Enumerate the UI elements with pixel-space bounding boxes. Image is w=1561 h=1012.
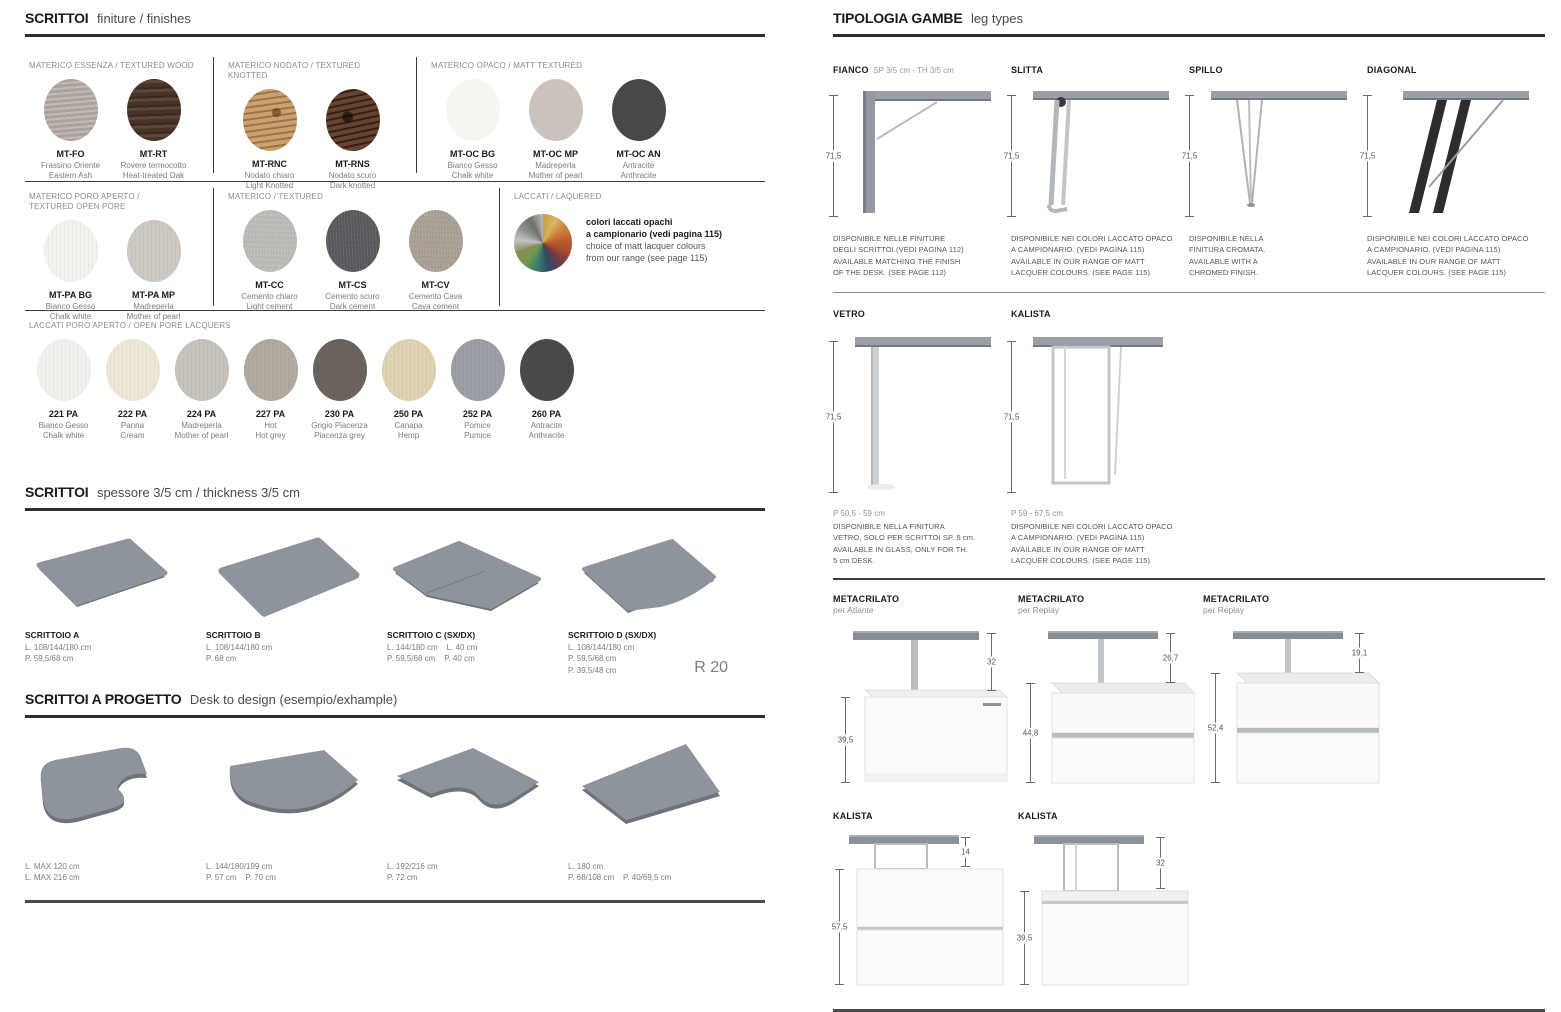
desc-line: A CAMPIONARIO. (VEDI PAGINA 115) bbox=[1011, 245, 1145, 255]
swatch-name-it: Rovere termocotto bbox=[120, 161, 187, 170]
swatch-name-it: Nodato chiaro bbox=[244, 171, 295, 180]
group-textured-wood bbox=[25, 51, 203, 181]
finish-swatch bbox=[311, 89, 394, 192]
top-gap-dimension: 26,7 bbox=[1170, 633, 1171, 683]
desk-top-spec: L. 108/144/180 cm bbox=[568, 642, 635, 652]
right-page bbox=[825, 10, 1545, 1012]
desc-line: DISPONIBILE NELLE FINITURE bbox=[833, 234, 946, 243]
leg-description bbox=[833, 233, 1011, 278]
swatch-name-it: Grigio Piacenza bbox=[311, 421, 368, 430]
desk-top-cell bbox=[25, 529, 206, 677]
desc-line: VETRO, SOLO PER SCRITTOI SP. 5 cm. bbox=[833, 533, 976, 543]
swatch-color bbox=[127, 220, 181, 282]
swatch-code: 227 PA bbox=[255, 409, 286, 419]
lacquer-note-line: from our range (see page 115) bbox=[586, 253, 708, 264]
kalista-cabinet-image bbox=[833, 827, 1018, 989]
metacrilato-atlante bbox=[833, 594, 1018, 789]
swatch-color bbox=[313, 339, 367, 401]
finish-swatch bbox=[228, 89, 311, 192]
swatch-code: MT-RNS bbox=[335, 159, 370, 169]
metacrilato-replay-1 bbox=[1018, 594, 1203, 789]
finish-swatch bbox=[305, 339, 374, 442]
empty-cell bbox=[1367, 309, 1545, 566]
cabinet-height-dimension: 57,5 bbox=[839, 869, 840, 985]
desc-line: A CAMPIONARIO. (VEDI PAGINA 115) bbox=[1367, 245, 1501, 255]
swatch-name-en: Mother of pearl bbox=[528, 171, 583, 181]
swatch-name-en: Mother of pearl bbox=[126, 312, 181, 322]
desc-line: LACQUER COLOURS. (SEE PAGE 115) bbox=[1011, 555, 1151, 565]
vertical-divider bbox=[499, 188, 500, 306]
finish-swatch bbox=[167, 339, 236, 442]
finishes-section-header bbox=[25, 10, 765, 37]
group-lacquered bbox=[510, 182, 765, 310]
swatch-code: 252 PA bbox=[462, 409, 493, 419]
swatch-color bbox=[244, 339, 298, 401]
swatch-name-it: Bianco Gesso bbox=[447, 161, 498, 170]
group-textured-cement bbox=[224, 182, 489, 310]
swatch-name-it: Pomice bbox=[464, 421, 491, 430]
swatch-color bbox=[326, 210, 380, 272]
leg-figure bbox=[1181, 85, 1367, 233]
swatch-code: 222 PA bbox=[117, 409, 148, 419]
leg-name: FIANCO bbox=[833, 65, 869, 75]
page-bottom-rule bbox=[25, 900, 765, 903]
leg-type-slitta bbox=[1003, 65, 1189, 278]
desk-top-radius: R 20 bbox=[694, 658, 728, 676]
project-section-header bbox=[25, 691, 765, 718]
leg-name: METACRILATO bbox=[1018, 594, 1085, 604]
swatch-color bbox=[243, 89, 297, 151]
swatch-code: MT-CV bbox=[421, 280, 450, 290]
swatch-color bbox=[382, 339, 436, 401]
height-dimension: 71,5 bbox=[1011, 95, 1012, 217]
project-shape-cell bbox=[387, 734, 568, 884]
cabinet-height-dimension: 39,5 bbox=[1024, 891, 1025, 985]
leg-description bbox=[1367, 233, 1545, 278]
desc-line: DISPONIBILE NELLA FINITURA bbox=[833, 522, 945, 531]
desk-top-spec: P. 59,5/68 cm bbox=[568, 654, 617, 664]
swatch-code: MT-RNC bbox=[252, 159, 287, 169]
lacquer-note-line: choice of matt lacquer colours bbox=[586, 241, 706, 252]
finish-swatch bbox=[431, 79, 514, 182]
height-dimension: 71,5 bbox=[1011, 341, 1012, 493]
leg-types-section-header bbox=[833, 10, 1545, 37]
swatch-color bbox=[44, 79, 98, 141]
desc-line: FINITURA CROMATA. bbox=[1189, 245, 1266, 255]
leg-description bbox=[1189, 233, 1367, 278]
swatch-color bbox=[243, 210, 297, 272]
finish-swatch bbox=[29, 339, 98, 442]
desc-line: OF THE DESK. (SEE PAGE 112) bbox=[833, 267, 947, 277]
swatch-name-en: Mother of pearl bbox=[174, 431, 229, 441]
finishes-row-1 bbox=[25, 51, 765, 191]
swatch-name-en: Heat-treated Oak bbox=[122, 171, 185, 181]
finish-swatch bbox=[112, 220, 195, 323]
desk-top-c-image bbox=[387, 529, 555, 625]
swatch-code: MT-PA MP bbox=[132, 290, 175, 300]
swatch-name-it: Madreperla bbox=[535, 161, 576, 170]
leg-figure bbox=[825, 85, 1011, 233]
leg-name: KALISTA bbox=[1011, 309, 1051, 319]
section-title-bold: SCRITTOI bbox=[25, 483, 89, 500]
desk-top-spec: P. 59,5/68 cm P. 40 cm bbox=[387, 654, 475, 664]
desk-top-d-image bbox=[568, 529, 736, 625]
group-label: MATERICO NODATO / TEXTURED KNOTTED bbox=[228, 61, 361, 80]
leg-type-vetro bbox=[825, 309, 1011, 566]
finishes-row-3 bbox=[25, 311, 765, 442]
project-spec: L. MAX 216 cm bbox=[25, 873, 80, 883]
lacquer-note-line: a campionario (vedi pagina 115) bbox=[586, 229, 723, 240]
thickness-shapes-row bbox=[25, 529, 765, 677]
project-shape-cell bbox=[206, 734, 387, 884]
swatch-code: MT-CS bbox=[338, 280, 367, 290]
project-shape-cell bbox=[568, 734, 749, 884]
desk-top-spec: P. 59,5/68 cm bbox=[25, 654, 74, 664]
swatch-name-en: Eastern Ash bbox=[48, 171, 93, 181]
desc-line: AVAILABLE WITH A bbox=[1189, 256, 1258, 266]
top-gap-dimension: 32 bbox=[1160, 837, 1161, 889]
cabinet-height-dimension: 44,8 bbox=[1030, 683, 1031, 783]
swatch-name-en: Dark knotted bbox=[329, 181, 376, 191]
leg-name: KALISTA bbox=[833, 811, 873, 821]
cabinet-figure bbox=[1018, 827, 1203, 989]
thickness-section-header bbox=[25, 484, 765, 511]
cabinet-figure bbox=[833, 621, 1018, 789]
desc-line: DISPONIBILE NEI COLORI LACCATO OPACO bbox=[1011, 522, 1173, 531]
kalista-high bbox=[1018, 811, 1203, 989]
vertical-divider bbox=[213, 188, 214, 306]
swatch-code: MT-OC BG bbox=[450, 149, 495, 159]
swatch-name-it: Antracite bbox=[530, 421, 563, 430]
swatch-name-en: Chalk white bbox=[42, 431, 85, 441]
leg-description bbox=[1011, 521, 1189, 566]
finish-swatch bbox=[514, 79, 597, 182]
swatch-code: 260 PA bbox=[531, 409, 562, 419]
project-shapes-row bbox=[25, 734, 765, 884]
leg-name: VETRO bbox=[833, 309, 866, 319]
leg-figure bbox=[1003, 329, 1189, 509]
leg-types-row-2 bbox=[825, 309, 1545, 566]
finish-swatch bbox=[236, 339, 305, 442]
desk-top-spec: P. 68 cm bbox=[206, 654, 237, 664]
project-spec: L. 192/216 cm bbox=[387, 861, 438, 871]
swatch-name-en: Light cement bbox=[246, 302, 293, 312]
swatch-color bbox=[106, 339, 160, 401]
desc-line: DISPONIBILE NEI COLORI LACCATO OPACO bbox=[1367, 234, 1529, 243]
swatch-color bbox=[37, 339, 91, 401]
swatch-name-en: Piacenza grey bbox=[314, 431, 365, 441]
swatch-name-it: Antracite bbox=[622, 161, 655, 170]
swatch-name-it: Bianco Gesso bbox=[38, 421, 89, 430]
leg-name: KALISTA bbox=[1018, 811, 1058, 821]
swatch-color bbox=[44, 220, 98, 282]
lacquer-color-wheel bbox=[514, 214, 572, 272]
diagonal-leg-image bbox=[1381, 85, 1541, 225]
swatch-name-en: Anthracite bbox=[620, 171, 657, 181]
finish-swatch bbox=[597, 79, 680, 182]
desc-line: LACQUER COLOURS. (SEE PAGE 115) bbox=[1367, 267, 1507, 277]
swatch-code: 250 PA bbox=[393, 409, 424, 419]
depth-range: P 50,5 - 59 cm bbox=[833, 509, 885, 518]
project-shape-1-image bbox=[25, 734, 193, 842]
top-gap-dimension: 19,1 bbox=[1359, 633, 1360, 673]
project-shape-cell bbox=[25, 734, 206, 884]
swatch-code: MT-OC MP bbox=[533, 149, 578, 159]
finish-swatch bbox=[98, 339, 167, 442]
spillo-leg-image bbox=[1203, 85, 1353, 225]
group-textured-knotted bbox=[224, 51, 406, 191]
replay-cabinet-image bbox=[1018, 621, 1203, 789]
desk-top-code: SCRITTOIO B bbox=[206, 629, 261, 640]
desc-line: A CAMPIONARIO. (VEDI PAGINA 115) bbox=[1011, 533, 1145, 543]
desc-line: AVAILABLE IN GLASS, ONLY FOR TH. bbox=[833, 544, 969, 554]
leg-type-spillo bbox=[1181, 65, 1367, 278]
project-shape-3-image bbox=[387, 734, 555, 842]
desk-top-code: SCRITTOIO D (SX/DX) bbox=[568, 629, 657, 640]
project-shape-4-image bbox=[568, 734, 736, 842]
kalista-row bbox=[833, 811, 1545, 989]
leg-type-diagonal bbox=[1359, 65, 1545, 278]
project-spec: P. 57 cm P. 70 cm bbox=[206, 873, 276, 883]
leg-figure bbox=[825, 329, 1011, 509]
leg-description bbox=[1011, 233, 1189, 278]
swatch-name-it: Madreperla bbox=[133, 302, 174, 311]
leg-name: SLITTA bbox=[1011, 65, 1044, 75]
top-gap-dimension: 14 bbox=[965, 837, 966, 867]
swatch-name-it: Cemento chiaro bbox=[241, 292, 298, 301]
desc-line: DISPONIBILE NEI COLORI LACCATO OPACO bbox=[1011, 234, 1173, 243]
swatch-name-it: Cemento Cava bbox=[408, 292, 463, 301]
swatch-name-it: Madreperla bbox=[181, 421, 222, 430]
swatch-code: 230 PA bbox=[324, 409, 355, 419]
finish-swatch bbox=[512, 339, 581, 442]
project-spec: P. 72 cm bbox=[387, 873, 418, 883]
height-dimension: 71,5 bbox=[833, 341, 834, 493]
desk-top-b-image bbox=[206, 529, 374, 625]
finish-swatch bbox=[29, 220, 112, 323]
desc-line: AVAILABLE IN OUR RANGE OF MATT bbox=[1011, 256, 1145, 266]
swatch-color bbox=[175, 339, 229, 401]
swatch-color bbox=[409, 210, 463, 272]
leg-subtitle: SP 3/5 cm - TH 3/5 cm bbox=[873, 66, 954, 75]
cabinet-figure bbox=[1203, 621, 1388, 789]
leg-name: METACRILATO bbox=[833, 594, 900, 604]
desc-line: 5 cm DESK. bbox=[833, 555, 875, 565]
swatch-name-it: Cemento scuro bbox=[325, 292, 380, 301]
section-title-light: spessore 3/5 cm / thickness 3/5 cm bbox=[96, 484, 300, 500]
swatch-name-en: Hemp bbox=[397, 431, 420, 441]
lacquer-note bbox=[586, 216, 722, 272]
fianco-leg-image bbox=[847, 85, 997, 225]
group-matt-textured bbox=[427, 51, 697, 181]
kalista-leg-image bbox=[1025, 329, 1175, 505]
row-divider bbox=[833, 578, 1545, 580]
metacrilato-replay-2 bbox=[1203, 594, 1388, 789]
finish-swatch bbox=[443, 339, 512, 442]
section-title-light: Desk to design (esempio/exhample) bbox=[189, 691, 398, 707]
project-spec: L. MAX 120 cm bbox=[25, 861, 80, 871]
cabinet-height-dimension: 39,5 bbox=[845, 697, 846, 783]
desc-line: DEGLI SCRITTOI.(VEDI PAGINA 112) bbox=[833, 245, 964, 255]
desc-line: AVAILABLE IN OUR RANGE OF MATT bbox=[1367, 256, 1501, 266]
finish-swatch bbox=[29, 79, 112, 182]
vertical-divider bbox=[416, 57, 417, 173]
desk-top-spec: L. 108/144/180 cm bbox=[206, 642, 273, 652]
project-spec: L. 144/180/199 cm bbox=[206, 861, 273, 871]
swatch-name-en: Light Knotted bbox=[245, 181, 294, 191]
group-label: LACCATI PORO APERTO / OPEN PORE LACQUERS bbox=[29, 321, 231, 330]
swatch-name-it: Bianco Gesso bbox=[45, 302, 96, 311]
swatch-code: 221 PA bbox=[48, 409, 79, 419]
finish-swatch bbox=[394, 210, 477, 313]
section-title-bold: SCRITTOI bbox=[25, 10, 89, 26]
swatch-name-it: Canapa bbox=[394, 421, 423, 430]
swatch-name-en: Pumice bbox=[464, 431, 491, 441]
swatch-name-it: Nodato scuro bbox=[328, 171, 377, 180]
swatch-code: MT-CC bbox=[255, 280, 284, 290]
height-dimension: 71,5 bbox=[1189, 95, 1190, 217]
desc-line: AVAILABLE IN OUR RANGE OF MATT bbox=[1011, 544, 1145, 554]
swatch-code: 224 PA bbox=[186, 409, 217, 419]
top-gap-dimension: 32 bbox=[991, 633, 992, 691]
leg-for-model: per Replay bbox=[1203, 605, 1245, 615]
finish-swatch bbox=[374, 339, 443, 442]
desk-top-spec: L. 144/180 cm L. 40 cm bbox=[387, 642, 478, 652]
section-title-bold: SCRITTOI A PROGETTO bbox=[25, 690, 182, 707]
desk-top-cell bbox=[387, 529, 568, 677]
group-label: MATERICO OPACO / MATT TEXTURED bbox=[431, 61, 583, 70]
vertical-divider bbox=[213, 57, 214, 173]
finish-swatch bbox=[311, 210, 394, 313]
leg-name: METACRILATO bbox=[1203, 594, 1270, 604]
project-spec: L. 180 cm bbox=[568, 861, 604, 871]
swatch-name-it: Panna bbox=[120, 421, 145, 430]
swatch-name-en: Hot grey bbox=[255, 431, 286, 441]
desk-top-a-image bbox=[25, 529, 193, 625]
swatch-name-it: Hot bbox=[264, 421, 277, 430]
leg-figure bbox=[1003, 85, 1189, 233]
swatch-name-it: Frassino Oriente bbox=[40, 161, 101, 170]
leg-types-row-1 bbox=[825, 65, 1545, 278]
swatch-code: MT-OC AN bbox=[616, 149, 661, 159]
swatch-name-en: Cream bbox=[120, 431, 145, 441]
swatch-code: MT-FO bbox=[56, 149, 85, 159]
finish-swatch bbox=[228, 210, 311, 313]
desk-top-cell bbox=[568, 529, 749, 677]
swatch-name-en: Anthracite bbox=[528, 431, 565, 441]
desk-top-spec: L. 108/144/180 cm bbox=[25, 642, 92, 652]
desk-top-cell bbox=[206, 529, 387, 677]
group-label: MATERICO / TEXTURED bbox=[228, 192, 324, 201]
vetro-leg-image bbox=[847, 329, 997, 505]
finish-swatch bbox=[112, 79, 195, 182]
desc-line: CHROMED FINISH. bbox=[1189, 267, 1258, 277]
height-dimension: 71,5 bbox=[1367, 95, 1368, 217]
leg-for-model: per Atlante bbox=[833, 605, 874, 615]
swatch-name-en: Chalk white bbox=[451, 171, 494, 181]
swatch-name-en: Chalk white bbox=[49, 312, 92, 322]
swatch-color bbox=[446, 79, 500, 141]
metacrilato-row bbox=[833, 594, 1545, 789]
cabinet-figure bbox=[833, 827, 1018, 989]
swatch-color bbox=[326, 89, 380, 151]
swatch-color bbox=[529, 79, 583, 141]
depth-range: P 59 - 67,5 cm bbox=[1011, 509, 1063, 518]
desc-line: AVAILABLE MATCHING THE FINISH bbox=[833, 256, 961, 266]
kalista-cabinet-image bbox=[1018, 827, 1203, 989]
swatch-color bbox=[520, 339, 574, 401]
height-dimension: 71,5 bbox=[833, 95, 834, 217]
desk-top-code: SCRITTOIO C (SX/DX) bbox=[387, 629, 476, 640]
project-shape-2-image bbox=[206, 734, 374, 842]
cabinet-figure bbox=[1018, 621, 1203, 789]
desk-top-spec: P. 39,5/48 cm bbox=[568, 665, 617, 675]
swatch-code: MT-RT bbox=[139, 149, 168, 159]
swatch-code: MT-PA BG bbox=[49, 290, 92, 300]
cabinet-height-dimension: 52,4 bbox=[1215, 673, 1216, 783]
desk-top-code: SCRITTOIO A bbox=[25, 629, 80, 640]
section-title-light: leg types bbox=[970, 11, 1023, 26]
leg-name: DIAGONAL bbox=[1367, 65, 1417, 75]
empty-cell bbox=[1189, 309, 1367, 566]
leg-type-fianco bbox=[825, 65, 1011, 278]
swatch-color bbox=[451, 339, 505, 401]
leg-figure bbox=[1359, 85, 1545, 233]
lacquer-note-line: colori laccati opachi bbox=[586, 217, 673, 227]
finishes-row-2 bbox=[25, 182, 765, 322]
group-label: MATERICO ESSENZA / TEXTURED WOOD bbox=[29, 61, 194, 70]
slitta-leg-image bbox=[1025, 85, 1175, 225]
desc-line: LACQUER COLOURS. (SEE PAGE 115) bbox=[1011, 267, 1151, 277]
section-title-bold: TIPOLOGIA GAMBE bbox=[833, 10, 963, 26]
leg-type-kalista bbox=[1003, 309, 1189, 566]
group-label: LACCATI / LAQUERED bbox=[514, 192, 602, 201]
project-spec: P. 68/108 cm P. 40/69,5 cm bbox=[568, 873, 672, 883]
replay-cabinet-image bbox=[1203, 621, 1388, 789]
swatch-name-en: Cava cement bbox=[411, 302, 460, 312]
leg-for-model: per Replay bbox=[1018, 605, 1060, 615]
leg-description bbox=[833, 521, 1011, 566]
kalista-low bbox=[833, 811, 1018, 989]
desc-line: DISPONIBILE NELLA bbox=[1189, 234, 1264, 243]
swatch-name-en: Dark cement bbox=[329, 302, 376, 312]
left-page bbox=[25, 10, 765, 903]
section-title-light: finiture / finishes bbox=[96, 11, 191, 26]
row-divider bbox=[833, 292, 1545, 293]
leg-name: SPILLO bbox=[1189, 65, 1223, 75]
group-open-pore bbox=[25, 182, 203, 322]
group-label: MATERICO PORO APERTO / TEXTURED OPEN PORE bbox=[29, 192, 140, 211]
swatch-color bbox=[127, 79, 181, 141]
swatch-color bbox=[612, 79, 666, 141]
